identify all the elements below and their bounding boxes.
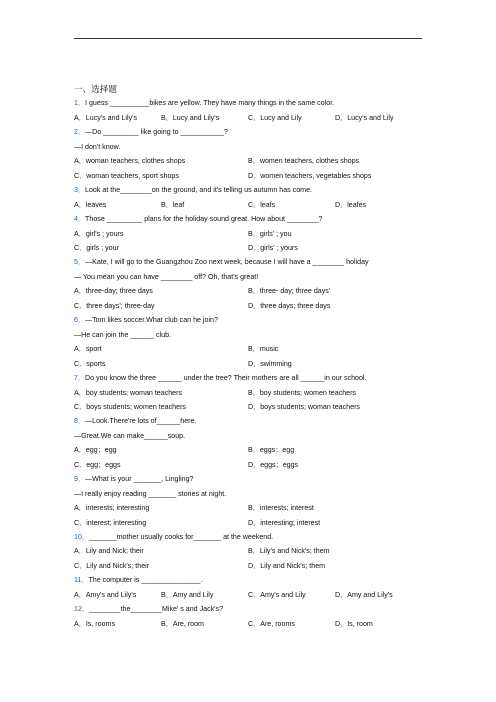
option-row [74, 241, 424, 255]
question-dialogue-line: —He can join the ______ club. [74, 330, 172, 339]
answer-option[interactable]: B．Are, room [161, 619, 204, 628]
answer-option[interactable]: B．women teachers, clothes shops [248, 157, 360, 166]
question-stem [74, 313, 424, 327]
answer-option[interactable]: D．Lucy's and Lily [335, 113, 394, 122]
question-text: _______mother usually cooks for_______ at the weekend. [88, 533, 274, 542]
question-number: 11． [74, 576, 89, 585]
header-rule [74, 38, 422, 39]
option-row [74, 386, 424, 400]
answer-option[interactable]: D．three days; three days [248, 301, 331, 310]
option-row [74, 617, 424, 631]
answer-option[interactable]: B．Amy and Lily [161, 590, 214, 599]
option-row [74, 501, 424, 515]
question-stem [74, 602, 424, 616]
question-dialogue-line: —I don't know. [74, 142, 121, 151]
question-stem [74, 212, 424, 226]
question-10 [74, 530, 424, 573]
answer-option[interactable]: A．interests; interesting [74, 504, 150, 513]
answer-option[interactable]: B．interests; interest [248, 504, 314, 513]
option-row [74, 169, 424, 183]
answer-option[interactable]: B．leaf [161, 200, 185, 209]
option-row [74, 544, 424, 558]
question-text: —Look.There're lots of______here. [85, 417, 197, 426]
question-number: 12． [74, 605, 89, 614]
answer-option[interactable]: B．girls' ; you [248, 229, 292, 238]
option-row [74, 299, 424, 313]
answer-option[interactable]: D．leafes [335, 200, 367, 209]
option-row [74, 111, 424, 125]
question-1 [74, 96, 424, 125]
answer-option[interactable]: A．sport [74, 345, 102, 354]
answer-option[interactable]: A．woman teachers, clothes shops [74, 157, 186, 166]
option-row [74, 400, 424, 414]
question-number: 5． [74, 258, 86, 267]
question-text: —Do _________ like going to ___________? [85, 128, 228, 137]
question-stem [74, 414, 424, 428]
option-row [74, 154, 424, 168]
question-6 [74, 313, 424, 371]
section-title: 一、选择题 [74, 84, 117, 94]
question-text: Do you know the three ______ under the tree? Their mothers are all ______in our school. [85, 374, 367, 383]
answer-option[interactable]: D．women teachers, vegetables shops [248, 171, 372, 180]
answer-option[interactable]: A．egg；egg [74, 446, 117, 455]
question-dialogue-line: —Great.We can make______soup. [74, 431, 186, 440]
answer-option[interactable]: C．leafs [248, 200, 276, 209]
question-number: 7． [74, 374, 86, 383]
answer-option[interactable]: C．Lily and Nick's; their [74, 561, 150, 570]
answer-option[interactable]: D．eggs；eggs [248, 460, 299, 469]
option-row [74, 342, 424, 356]
option-row [74, 443, 424, 457]
option-row [74, 559, 424, 573]
question-text: I guess __________bikes are yellow. They have many things in the same color. [85, 99, 335, 108]
option-row [74, 516, 424, 530]
question-11 [74, 573, 424, 602]
question-number: 10． [74, 533, 89, 542]
question-2 [74, 125, 424, 183]
question-stem [74, 573, 424, 587]
answer-option[interactable]: C．girls ; your [74, 243, 119, 252]
question-7 [74, 371, 424, 414]
answer-option[interactable]: A．Lucy's and Lily's [74, 113, 138, 122]
answer-option[interactable]: B．music [248, 345, 279, 354]
answer-option[interactable]: D．boys students; woman teachers [248, 402, 360, 411]
answer-option[interactable]: D．swimming [248, 359, 292, 368]
answer-option[interactable]: A．boy students; woman teachers [74, 388, 183, 397]
question-text: The computer is _______________. [88, 576, 203, 585]
question-text: —Kate, I will go to the Guangzhou Zoo next week, because I will have a ________ holiday [85, 258, 369, 267]
question-stem [74, 125, 424, 139]
question-5 [74, 255, 424, 313]
question-text: —What is your _______, Lingling? [85, 475, 194, 484]
answer-option[interactable]: C．sports [74, 359, 106, 368]
answer-option[interactable]: D．interesting; interest [248, 518, 321, 527]
question-stem [74, 530, 424, 544]
question-text: —Tom likes soccer.What club can he join? [85, 316, 218, 325]
answer-option[interactable]: C．woman teachers, sport shops [74, 171, 179, 180]
answer-option[interactable]: D．Is, room [335, 619, 373, 628]
answer-option[interactable]: C．interest; interesting [74, 518, 147, 527]
question-stem [74, 183, 424, 197]
option-row [74, 198, 424, 212]
question-number: 1． [74, 99, 86, 108]
question-number: 2． [74, 128, 86, 137]
answer-option[interactable]: A．Lily and Nick; their [74, 547, 144, 556]
question-text: Look at the________on the ground, and it's telling us autumn has come. [85, 186, 312, 195]
question-number: 9． [74, 475, 86, 484]
question-number: 8． [74, 417, 86, 426]
answer-option[interactable]: D．girls' ; yours [248, 243, 298, 252]
answer-option[interactable]: B．three- day; three days' [248, 287, 331, 296]
question-3 [74, 183, 424, 212]
answer-option[interactable]: B．eggs；egg [248, 446, 295, 455]
question-dialogue-line: — You mean you can have ________ off? Oh, that's great! [74, 272, 259, 281]
answer-option[interactable]: C．Lucy and Lily [248, 113, 302, 122]
answer-option[interactable]: C．egg；eggs [74, 460, 121, 469]
answer-option[interactable]: B．boy students; women teachers [248, 388, 357, 397]
question-stem [74, 96, 424, 110]
option-row [74, 588, 424, 602]
question-stem [74, 472, 424, 486]
question-dialogue-line: —I really enjoy reading _______ stories at night. [74, 489, 227, 498]
question-9 [74, 472, 424, 530]
question-number: 3． [74, 186, 86, 195]
question-8 [74, 414, 424, 472]
option-row [74, 284, 424, 298]
answer-option[interactable]: C．boys students; women teachers [74, 402, 186, 411]
answer-option[interactable]: A．Amy's and Lily's [74, 590, 137, 599]
option-row [74, 458, 424, 472]
answer-option[interactable]: B．Lucy and Lily's [161, 113, 220, 122]
answer-option[interactable]: A．leaves [74, 200, 107, 209]
answer-option[interactable]: A．three-day; three days [74, 287, 153, 296]
answer-option[interactable]: D．Amy and Lily's [335, 590, 393, 599]
answer-option[interactable]: A．Is, rooms [74, 619, 115, 628]
question-stem [74, 255, 424, 269]
question-4 [74, 212, 424, 255]
answer-option[interactable]: B．Lily's and Nick's; them [248, 547, 330, 556]
question-number: 6． [74, 316, 86, 325]
question-number: 4． [74, 215, 86, 224]
answer-option[interactable]: C．three days'; three-day [74, 301, 155, 310]
question-stem [74, 371, 424, 385]
question-text: ________the________Mike' s and Jack's? [88, 605, 224, 614]
option-row [74, 227, 424, 241]
question-12 [74, 602, 424, 631]
answer-option[interactable]: C．Amy's and Lily [248, 590, 306, 599]
question-list [74, 82, 424, 631]
question-text: Those _________ plans for the holiday sound great. How about ________? [85, 215, 323, 224]
answer-option[interactable]: C．Are, rooms [248, 619, 295, 628]
answer-option[interactable]: A．girl's ; yours [74, 229, 124, 238]
option-row [74, 357, 424, 371]
answer-option[interactable]: D．Lily and Nick's; them [248, 561, 326, 570]
